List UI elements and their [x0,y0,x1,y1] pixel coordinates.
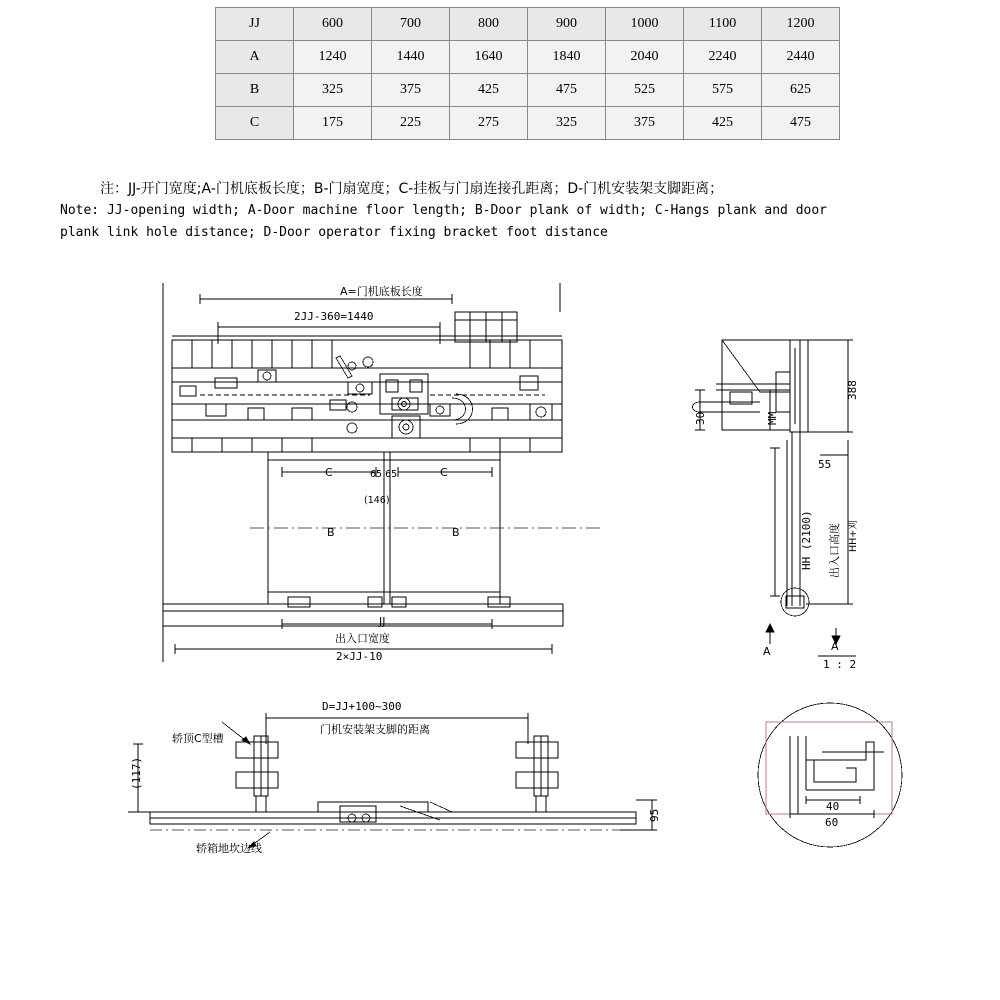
table-cell: 325 [294,74,372,107]
table-cell: 2040 [606,41,684,74]
table-cell: 425 [684,107,762,140]
plan-c-slot-label: 轿顶C型槽 [172,732,224,745]
side-hh-cn-label: 出入口高度 [828,523,841,578]
table-header-cell: 1100 [684,8,762,41]
table-cell: 1640 [450,41,528,74]
table-cell: 525 [606,74,684,107]
table-cell: 375 [606,107,684,140]
side-dim-30-label: 30 [694,411,707,425]
front-c-left-label: C [325,466,333,479]
detail-dim-60-label: 60 [825,816,839,829]
note-line-cn: 注：JJ-开门宽度;A-门机底板长度；B-门扇宽度；C-挂板与门扇连接孔距离；D-门机安装架支脚距离； [100,181,724,197]
table-header-cell: 600 [294,8,372,41]
table-cell: 1840 [528,41,606,74]
plan-dim-d-label: D=JJ+100~300 [322,700,402,713]
table-cell: 625 [762,74,840,107]
table-header-cell: 1200 [762,8,840,41]
table-cell: 275 [450,107,528,140]
table-header-cell: JJ [216,8,294,41]
note-line-en-1: Note: JJ-opening width; A-Door machine floor length; B-Door plank of width; C-Hangs plank and door [60,203,828,218]
detail-dim-40-label: 40 [826,800,840,813]
side-dim-mm-label: MM [766,411,779,425]
table-cell: 225 [372,107,450,140]
table-cell: 375 [372,74,450,107]
table-cell: 575 [684,74,762,107]
table-header-cell: 900 [528,8,606,41]
table-cell: 2440 [762,41,840,74]
table-header-cell: 800 [450,8,528,41]
table-cell: 2240 [684,41,762,74]
front-dim-2jj-label: 2JJ-360=1440 [294,310,374,323]
table-cell: 1240 [294,41,372,74]
plan-sill-label: 轿箱地坎边线 [196,842,262,855]
side-arrow-a-right-label: A [831,640,839,653]
front-146-label: (146) [364,495,390,506]
front-b-left-label: B [327,526,335,539]
table-header-cell: 700 [372,8,450,41]
side-arrow-a-left-label: A [763,645,771,658]
front-c-right-label: C [440,466,448,479]
row-label: C [216,107,294,140]
table-cell: 325 [528,107,606,140]
table-cell: 475 [762,107,840,140]
row-label: B [216,74,294,107]
row-label: A [216,41,294,74]
front-jj-label: JJ [379,615,386,628]
table-cell: 425 [450,74,528,107]
table-cell: 175 [294,107,372,140]
side-dim-388-label: 388 [846,380,859,400]
side-scale-label: 1 : 2 [823,658,857,671]
plan-dim-95-label: 95 [648,808,661,822]
plan-dim-d-cn-label: 门机安装架支脚的距离 [320,723,430,736]
front-6565-label: 65 65 [370,469,398,480]
table-cell: 475 [528,74,606,107]
front-opening-cn-label: 出入口宽度 [335,632,390,645]
front-opening-formula-label: 2×JJ-10 [336,650,383,663]
front-dim-a-label: A=门机底板长度 [340,285,423,298]
table-cell: 1440 [372,41,450,74]
table-header-cell: 1000 [606,8,684,41]
side-hh-plus-label: HH+刈 [848,520,859,552]
side-hh-label: HH (2100) [800,510,813,570]
front-b-right-label: B [452,526,460,539]
side-dim-55-label: 55 [818,458,832,471]
plan-dim-117-label: (117) [130,756,143,790]
note-line-en-2: plank link hole distance; D-Door operator fixing bracket foot distance [60,225,608,240]
